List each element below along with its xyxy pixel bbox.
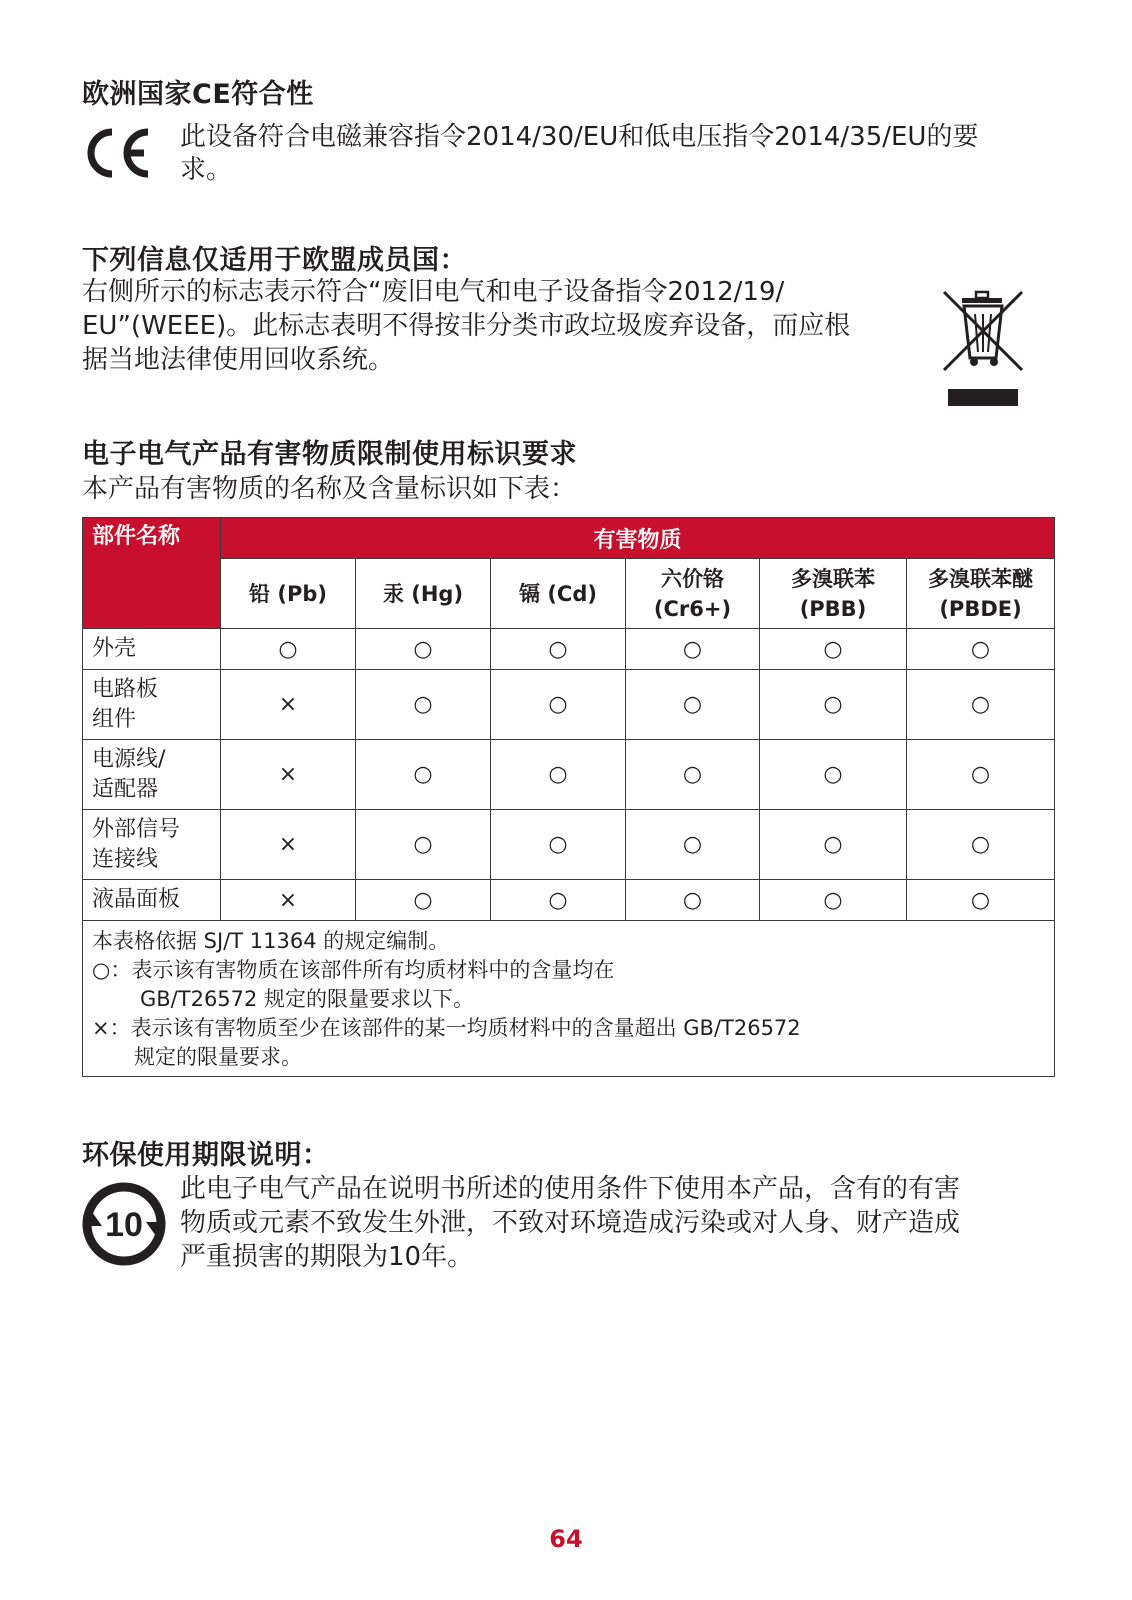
efup-10-year-icon <box>82 1182 166 1266</box>
ce-mark-logo <box>82 124 154 182</box>
rohs-intro: 本产品有害物质的名称及含量标识如下表： <box>82 474 577 504</box>
note-standard: 本表格依据 SJ/T 11364 的规定编制。 <box>92 929 450 953</box>
substance-header-pb: 铅 (Pb) <box>221 559 356 629</box>
substance-header-pbde: 多溴联苯醚 (PBDE) <box>907 559 1055 629</box>
table-cell: ○ <box>760 810 907 880</box>
table-cell: ○ <box>626 880 760 921</box>
table-cell: ○ <box>356 670 491 740</box>
part-name: 电源线/ 适配器 <box>83 740 221 810</box>
ce-text-line1: 此设备符合电磁兼容指令2014/30/EU和低电压指令2014/35/EU的要 <box>180 122 979 152</box>
hazardous-substances-header: 有害物质 <box>221 518 1055 559</box>
table-cell: ○ <box>356 629 491 670</box>
table-row <box>83 670 1055 740</box>
efup-text-line3: 严重损害的期限为10年。 <box>180 1242 474 1272</box>
table-notes-row <box>83 921 1055 1077</box>
part-name: 液晶面板 <box>83 880 221 921</box>
table-cell: ○ <box>356 810 491 880</box>
table-cell: ○ <box>907 880 1055 921</box>
efup-text-line1: 此电子电气产品在说明书所述的使用条件下使用本产品，含有的有害 <box>180 1174 961 1204</box>
table-cell: × <box>221 810 356 880</box>
weee-text-line3: 据当地法律使用回收系统。 <box>82 345 395 375</box>
efup-text-line2: 物质或元素不致发生外泄，不致对环境造成污染或对人身、财产造成 <box>180 1208 961 1238</box>
efup-heading: 环保使用期限说明： <box>82 1140 330 1171</box>
note-circle-line2: GB/T26572 规定的限量要求以下。 <box>140 987 475 1011</box>
table-cell: ○ <box>907 740 1055 810</box>
table-cell: ○ <box>760 629 907 670</box>
table-cell: × <box>221 740 356 810</box>
table-cell: ○ <box>626 740 760 810</box>
table-cell: ○ <box>760 670 907 740</box>
table-cell: ○ <box>356 740 491 810</box>
table-cell: ○ <box>491 810 626 880</box>
ce-heading: 欧洲国家CE符合性 <box>82 79 314 110</box>
substance-header-hg: 汞 (Hg) <box>356 559 491 629</box>
table-cell: ○ <box>626 810 760 880</box>
table-cell: ○ <box>356 880 491 921</box>
weee-crossed-bin-icon <box>940 286 1026 411</box>
table-cell: ○ <box>491 629 626 670</box>
weee-text-line2: EU”(WEEE)。此标志表明不得按非分类市政垃圾废弃设备，而应根 <box>82 311 851 341</box>
table-cell: ○ <box>760 880 907 921</box>
table-cell: ○ <box>491 740 626 810</box>
table-cell: ○ <box>907 629 1055 670</box>
table-cell: ○ <box>760 740 907 810</box>
part-name: 电路板 组件 <box>83 670 221 740</box>
table-row <box>83 629 1055 670</box>
table-cell: ○ <box>491 670 626 740</box>
table-cell: ○ <box>626 629 760 670</box>
efup-logo-number: 10 <box>105 1206 143 1244</box>
rohs-heading: 电子电气产品有害物质限制使用标识要求 <box>82 439 577 470</box>
substance-header-cd: 镉 (Cd) <box>491 559 626 629</box>
note-circle-line1: ○：表示该有害物质在该部件所有均质材料中的含量均在 <box>92 958 615 982</box>
note-cross-line2: 规定的限量要求。 <box>134 1045 302 1069</box>
weee-text-line1: 右侧所示的标志表示符合“废旧电气和电子设备指令2012/19/ <box>82 277 785 307</box>
hazardous-substances-table <box>82 517 1055 1077</box>
substance-header-pbb: 多溴联苯 (PBB) <box>760 559 907 629</box>
note-cross-line1: ×：表示该有害物质至少在该部件的某一均质材料中的含量超出 GB/T26572 <box>92 1016 801 1040</box>
table-row <box>83 740 1055 810</box>
table-row <box>83 810 1055 880</box>
part-name: 外部信号 连接线 <box>83 810 221 880</box>
part-name-header: 部件名称 <box>83 518 221 629</box>
substance-header-cr6: 六价铬 (Cr6+) <box>626 559 760 629</box>
table-row <box>83 880 1055 921</box>
page-number: 64 <box>549 1525 583 1553</box>
table-cell: × <box>221 880 356 921</box>
table-cell: ○ <box>626 670 760 740</box>
table-cell: × <box>221 670 356 740</box>
table-cell: ○ <box>907 670 1055 740</box>
weee-heading: 下列信息仅适用于欧盟成员国： <box>82 245 467 276</box>
table-cell: ○ <box>491 880 626 921</box>
part-name: 外壳 <box>83 629 221 670</box>
ce-text-line2: 求。 <box>180 155 233 185</box>
table-cell: ○ <box>907 810 1055 880</box>
table-cell: ○ <box>221 629 356 670</box>
table-notes <box>83 921 1055 1077</box>
